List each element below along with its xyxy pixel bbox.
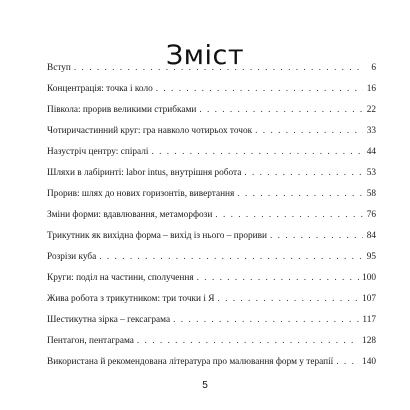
toc-entry[interactable] <box>47 167 376 179</box>
toc-entry[interactable] <box>47 293 376 305</box>
toc-entry-title: Чотиричастинний круг: гра навколо чотирьох точок <box>47 126 253 136</box>
toc-entry[interactable] <box>47 104 376 116</box>
toc-entry[interactable] <box>47 146 376 158</box>
toc-leader-dots <box>217 293 359 305</box>
toc-leader-dots <box>270 230 363 242</box>
toc-entry-title: Зміни форми: вдавлювання, метаморфози <box>47 210 213 220</box>
toc-entry-page: 100 <box>362 273 376 283</box>
toc-entry[interactable] <box>47 272 376 284</box>
toc-entry-title: Шестикутна зірка – гексаграма <box>47 315 171 325</box>
toc-entry-page: 117 <box>362 315 376 325</box>
toc-entry-title: Прорив: шлях до нових горизонтів, вивертання <box>47 189 235 199</box>
toc-entry-page: 128 <box>362 336 376 346</box>
toc-entry-title: Розрізи куба <box>47 252 97 262</box>
toc-entry-page: 107 <box>362 294 376 304</box>
toc-entry-page: 53 <box>366 168 376 178</box>
toc-entry-title: Жива робота з трикутником: три точки і Я <box>47 294 215 304</box>
toc-entry[interactable] <box>47 335 376 347</box>
toc-entry-title: Концентрація: точка і коло <box>47 84 153 94</box>
toc-entry-title: Використана й рекомендована література про малювання форм у терапії <box>47 357 334 367</box>
toc-entry-title: Назустріч центру: спіралі <box>47 147 149 157</box>
toc-entry-title: Трикутник як вихідна форма – вихід із нього – прориви <box>47 231 268 241</box>
toc-entry[interactable] <box>47 230 376 242</box>
toc-leader-dots <box>199 104 363 116</box>
toc-leader-dots <box>244 167 363 179</box>
toc-leader-dots <box>215 209 363 221</box>
toc-entry-page: 95 <box>366 252 376 262</box>
toc-leader-dots <box>74 62 363 74</box>
toc-entry-title: Шляхи в лабіринті: labor intus, внутрішня робота <box>47 168 242 178</box>
toc-entry[interactable] <box>47 251 376 263</box>
toc-entry-title: Півкола: прорив великими стрибками <box>47 105 197 115</box>
toc-entry[interactable] <box>47 356 376 368</box>
toc-entry-page: 16 <box>366 84 376 94</box>
toc-leader-dots <box>173 314 359 326</box>
toc-entry-page: 140 <box>362 357 376 367</box>
toc-entry-page: 6 <box>371 63 376 73</box>
toc-leader-dots <box>237 188 363 200</box>
toc-entry-page: 44 <box>366 147 376 157</box>
toc-entry[interactable] <box>47 188 376 200</box>
toc-entry-title: Пентагон, пентаграма <box>47 336 134 346</box>
toc-leader-dots <box>255 125 363 137</box>
toc-entry[interactable] <box>47 314 376 326</box>
toc-leader-dots <box>156 83 363 95</box>
toc-leader-dots <box>151 146 363 158</box>
toc-entry-page: 22 <box>366 105 376 115</box>
toc-leader-dots <box>99 251 363 263</box>
toc-entry[interactable] <box>47 209 376 221</box>
toc-leader-dots <box>197 272 359 284</box>
toc-entry-title: Круги: поділ на частини, сполучення <box>47 273 194 283</box>
toc-entry-page: 33 <box>366 126 376 136</box>
toc-entry-title: Вступ <box>47 63 71 73</box>
toc-entry-page: 76 <box>366 210 376 220</box>
toc-entry-page: 84 <box>366 231 376 241</box>
page-title: Зміст <box>165 40 245 72</box>
page-number: 5 <box>202 380 208 391</box>
toc-leader-dots <box>336 356 359 368</box>
toc-entry[interactable] <box>47 125 376 137</box>
toc-entry-page: 58 <box>366 189 376 199</box>
toc-entry[interactable] <box>47 62 376 74</box>
toc-leader-dots <box>137 335 359 347</box>
toc-entry[interactable] <box>47 83 376 95</box>
